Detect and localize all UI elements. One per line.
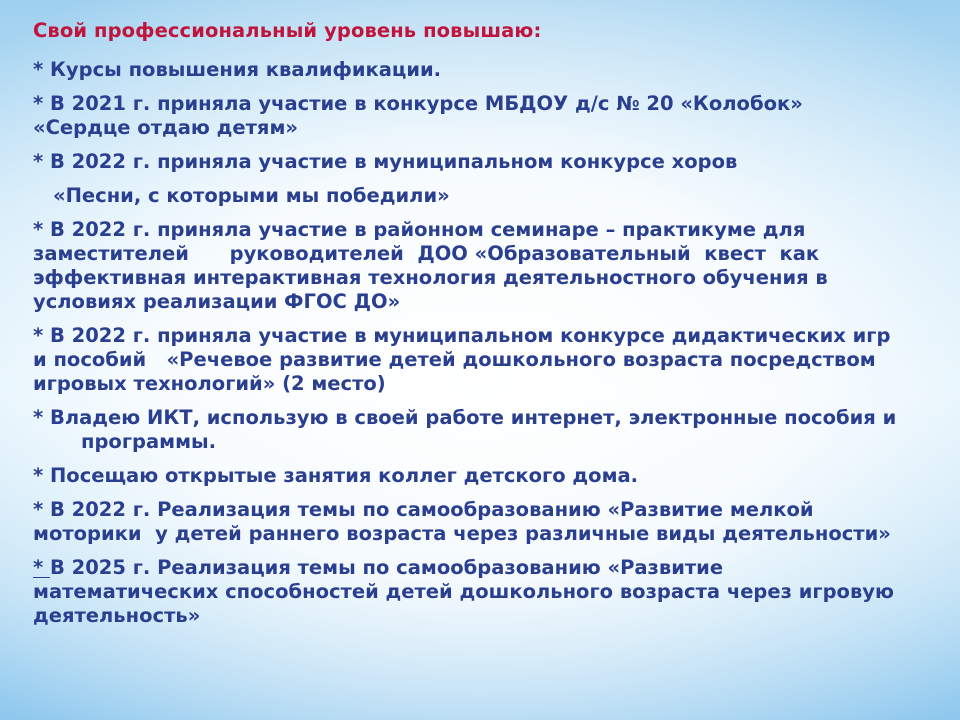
- item-line: игровых технологий» (2 место): [33, 372, 386, 395]
- list-item: [33, 556, 933, 628]
- item-line: заместителей руководителей ДОО «Образовательный квест как: [33, 242, 820, 265]
- achievement-list: [33, 58, 933, 638]
- item-line: «Сердце отдаю детям»: [33, 116, 298, 139]
- list-item: [33, 92, 933, 140]
- item-line: программы.: [81, 430, 217, 453]
- item-line: деятельность»: [33, 604, 201, 627]
- list-item: [33, 324, 933, 396]
- item-line: * В 2022 г. Реализация темы по самообразованию «Развитие мелкой: [33, 498, 814, 521]
- item-line: * Посещаю открытые занятия коллег детского дома.: [33, 464, 639, 487]
- list-item: [33, 464, 933, 488]
- item-line: * В 2022 г. приняла участие в районном семинаре – практикуме для: [33, 218, 806, 241]
- bullet-marker: *: [33, 556, 50, 579]
- item-line: математических способностей детей дошкольного возраста через игровую: [33, 580, 894, 603]
- item-line: * Владею ИКТ, использую в своей работе интернет, электронные пособия и: [33, 406, 897, 429]
- list-item: [33, 498, 933, 546]
- item-line: эффективная интерактивная технология деятельностного обучения в: [33, 266, 828, 289]
- list-item: [33, 184, 933, 208]
- slide-title: Свой профессиональный уровень повышаю:: [33, 19, 542, 42]
- item-line: моторики у детей раннего возраста через различные виды деятельности»: [33, 522, 891, 545]
- list-item: [33, 406, 933, 454]
- item-line: условиях реализации ФГОС ДО»: [33, 290, 401, 313]
- list-item: [33, 150, 933, 174]
- item-line: * Курсы повышения квалификации.: [33, 58, 442, 81]
- item-line-text: В 2025 г. Реализация темы по самообразованию «Развитие: [50, 556, 724, 579]
- list-item: [33, 58, 933, 82]
- list-item: [33, 218, 933, 314]
- item-line: * В 2021 г. приняла участие в конкурсе МБДОУ д/с № 20 «Колобок»: [33, 92, 803, 115]
- item-line: и пособий «Речевое развитие детей дошкольного возраста посредством: [33, 348, 876, 371]
- item-line: «Песни, с которыми мы победили»: [53, 184, 450, 207]
- item-line: * В 2022 г. приняла участие в муниципальном конкурсе хоров: [33, 150, 738, 173]
- item-line: * В 2022 г. приняла участие в муниципальном конкурсе дидактических игр: [33, 324, 891, 347]
- item-line: [33, 556, 933, 580]
